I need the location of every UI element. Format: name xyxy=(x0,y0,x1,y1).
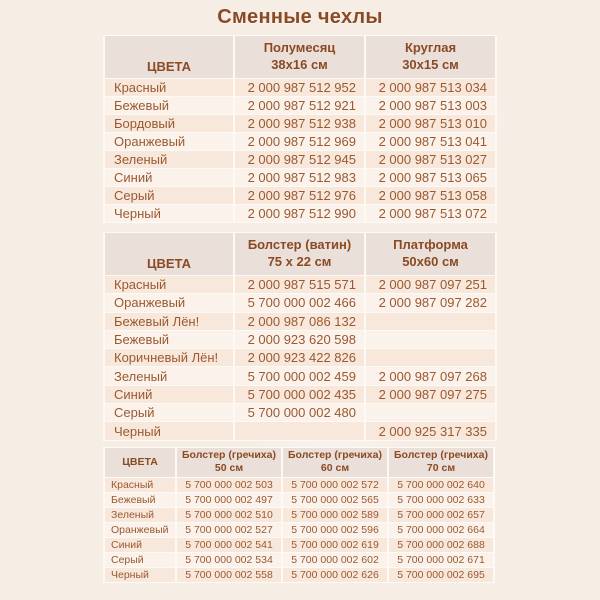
product-name: Болстер (гречиха) xyxy=(394,448,488,461)
color-name: Синий xyxy=(104,385,234,403)
product-code: 2 000 987 513 072 xyxy=(365,205,496,223)
product-code: 5 700 000 002 534 xyxy=(176,552,282,567)
product-code: 5 700 000 002 688 xyxy=(388,537,494,552)
color-name: Бежевый xyxy=(104,492,176,507)
product-code: 2 000 987 512 983 xyxy=(234,169,365,187)
product-name: Болстер (гречиха) xyxy=(182,448,276,461)
table-row xyxy=(104,294,496,312)
table-row xyxy=(104,385,496,403)
table-row xyxy=(104,169,496,187)
product-code: 5 700 000 002 664 xyxy=(388,522,494,537)
product-code: 2 000 987 513 065 xyxy=(365,169,496,187)
color-name: Зеленый xyxy=(104,367,234,385)
colors-header: ЦВЕТА xyxy=(104,233,234,276)
table-row xyxy=(104,477,494,492)
product-code: 2 000 987 513 034 xyxy=(365,79,496,97)
header-row xyxy=(104,36,496,79)
colors-header: ЦВЕТА xyxy=(104,447,176,477)
table-bolster-platform xyxy=(103,232,497,441)
color-name: Серый xyxy=(104,552,176,567)
product-code: 5 700 000 002 572 xyxy=(282,477,388,492)
product-code: 2 000 987 086 132 xyxy=(234,312,365,330)
product-header xyxy=(365,233,496,276)
page-title: Сменные чехлы xyxy=(217,6,383,28)
color-name: Красный xyxy=(104,276,234,294)
product-code: 2 000 987 513 003 xyxy=(365,97,496,115)
color-name: Серый xyxy=(104,404,234,422)
product-code: 5 700 000 002 503 xyxy=(176,477,282,492)
product-code: 5 700 000 002 657 xyxy=(388,507,494,522)
color-name: Коричневый Лён! xyxy=(104,349,234,367)
product-code: 2 000 987 512 945 xyxy=(234,151,365,169)
product-code xyxy=(365,349,496,367)
product-code: 5 700 000 002 640 xyxy=(388,477,494,492)
table-row xyxy=(104,79,496,97)
product-code: 2 000 987 513 058 xyxy=(365,187,496,205)
product-code: 5 700 000 002 435 xyxy=(234,385,365,403)
product-code: 2 000 987 097 251 xyxy=(365,276,496,294)
color-name: Зеленый xyxy=(104,151,234,169)
header-row xyxy=(104,447,494,477)
product-code: 2 000 987 512 952 xyxy=(234,79,365,97)
color-name: Бежевый Лён! xyxy=(104,312,234,330)
table-row xyxy=(104,330,496,348)
color-name: Бежевый xyxy=(104,97,234,115)
table-row xyxy=(104,205,496,223)
product-code: 5 700 000 002 626 xyxy=(282,567,388,582)
product-size: 50x60 см xyxy=(402,254,459,269)
table-row xyxy=(104,367,496,385)
table-row xyxy=(104,507,494,522)
color-name: Оранжевый xyxy=(104,294,234,312)
table-row xyxy=(104,567,494,582)
product-name: Платформа xyxy=(393,237,468,253)
product-code: 5 700 000 002 558 xyxy=(176,567,282,582)
product-code: 5 700 000 002 602 xyxy=(282,552,388,567)
product-size: 50 см xyxy=(214,462,244,475)
product-name: Круглая xyxy=(404,40,457,56)
price-sheet xyxy=(103,0,497,583)
product-code: 2 000 925 317 335 xyxy=(365,422,496,440)
product-code: 5 700 000 002 695 xyxy=(388,567,494,582)
product-header xyxy=(234,233,365,276)
table-row xyxy=(104,349,496,367)
color-name: Черный xyxy=(104,422,234,440)
table-row xyxy=(104,151,496,169)
table-row xyxy=(104,133,496,151)
product-code: 2 000 987 515 571 xyxy=(234,276,365,294)
product-code: 5 700 000 002 619 xyxy=(282,537,388,552)
colors-header: ЦВЕТА xyxy=(104,36,234,79)
product-code: 2 000 987 097 275 xyxy=(365,385,496,403)
product-name: Болстер (ватин) xyxy=(247,237,352,253)
color-name: Черный xyxy=(104,567,176,582)
product-code: 2 000 987 512 938 xyxy=(234,115,365,133)
product-code: 5 700 000 002 510 xyxy=(176,507,282,522)
color-name: Бежевый xyxy=(104,330,234,348)
product-code: 2 000 987 513 010 xyxy=(365,115,496,133)
product-code: 5 700 000 002 633 xyxy=(388,492,494,507)
product-code: 5 700 000 002 527 xyxy=(176,522,282,537)
color-name: Бордовый xyxy=(104,115,234,133)
product-size: 30x15 см xyxy=(402,57,459,72)
product-code xyxy=(365,312,496,330)
product-size: 60 см xyxy=(320,462,350,475)
product-name: Болстер (гречиха) xyxy=(288,448,382,461)
product-code: 2 000 923 620 598 xyxy=(234,330,365,348)
table-row xyxy=(104,422,496,440)
product-size: 75 x 22 см xyxy=(267,254,332,269)
product-code: 5 700 000 002 459 xyxy=(234,367,365,385)
product-code: 5 700 000 002 671 xyxy=(388,552,494,567)
color-name: Синий xyxy=(104,537,176,552)
table-row xyxy=(104,312,496,330)
product-code: 5 700 000 002 480 xyxy=(234,404,365,422)
product-code: 2 000 987 513 027 xyxy=(365,151,496,169)
product-code: 2 000 923 422 826 xyxy=(234,349,365,367)
product-code: 2 000 987 512 990 xyxy=(234,205,365,223)
color-name: Синий xyxy=(104,169,234,187)
product-code: 5 700 000 002 466 xyxy=(234,294,365,312)
table-row xyxy=(104,404,496,422)
table-row xyxy=(104,537,494,552)
product-code: 2 000 987 512 921 xyxy=(234,97,365,115)
table-row xyxy=(104,522,494,537)
color-name: Красный xyxy=(104,477,176,492)
table-row xyxy=(104,552,494,567)
product-header xyxy=(282,447,388,477)
table-halfmoon-round xyxy=(103,35,497,223)
color-name: Оранжевый xyxy=(104,522,176,537)
header-row xyxy=(104,233,496,276)
product-code: 5 700 000 002 565 xyxy=(282,492,388,507)
product-header xyxy=(176,447,282,477)
product-code: 2 000 987 512 976 xyxy=(234,187,365,205)
product-code: 2 000 987 513 041 xyxy=(365,133,496,151)
product-size: 70 см xyxy=(426,462,456,475)
product-code: 2 000 987 097 282 xyxy=(365,294,496,312)
product-code: 2 000 987 512 969 xyxy=(234,133,365,151)
table-row xyxy=(104,97,496,115)
product-code: 5 700 000 002 589 xyxy=(282,507,388,522)
product-code xyxy=(234,422,365,440)
product-code: 2 000 987 097 268 xyxy=(365,367,496,385)
product-header xyxy=(365,36,496,79)
product-name: Полумесяц xyxy=(263,40,336,56)
product-code: 5 700 000 002 541 xyxy=(176,537,282,552)
product-code: 5 700 000 002 497 xyxy=(176,492,282,507)
color-name: Красный xyxy=(104,79,234,97)
product-size: 38x16 см xyxy=(271,57,328,72)
color-name: Оранжевый xyxy=(104,133,234,151)
product-code xyxy=(365,404,496,422)
table-row xyxy=(104,187,496,205)
product-code: 5 700 000 002 596 xyxy=(282,522,388,537)
table-bolster-buckwheat xyxy=(103,447,495,583)
table-row xyxy=(104,115,496,133)
table-row xyxy=(104,492,494,507)
product-header xyxy=(234,36,365,79)
color-name: Черный xyxy=(104,205,234,223)
color-name: Зеленый xyxy=(104,507,176,522)
product-header xyxy=(388,447,494,477)
table-row xyxy=(104,276,496,294)
product-code xyxy=(365,330,496,348)
color-name: Серый xyxy=(104,187,234,205)
